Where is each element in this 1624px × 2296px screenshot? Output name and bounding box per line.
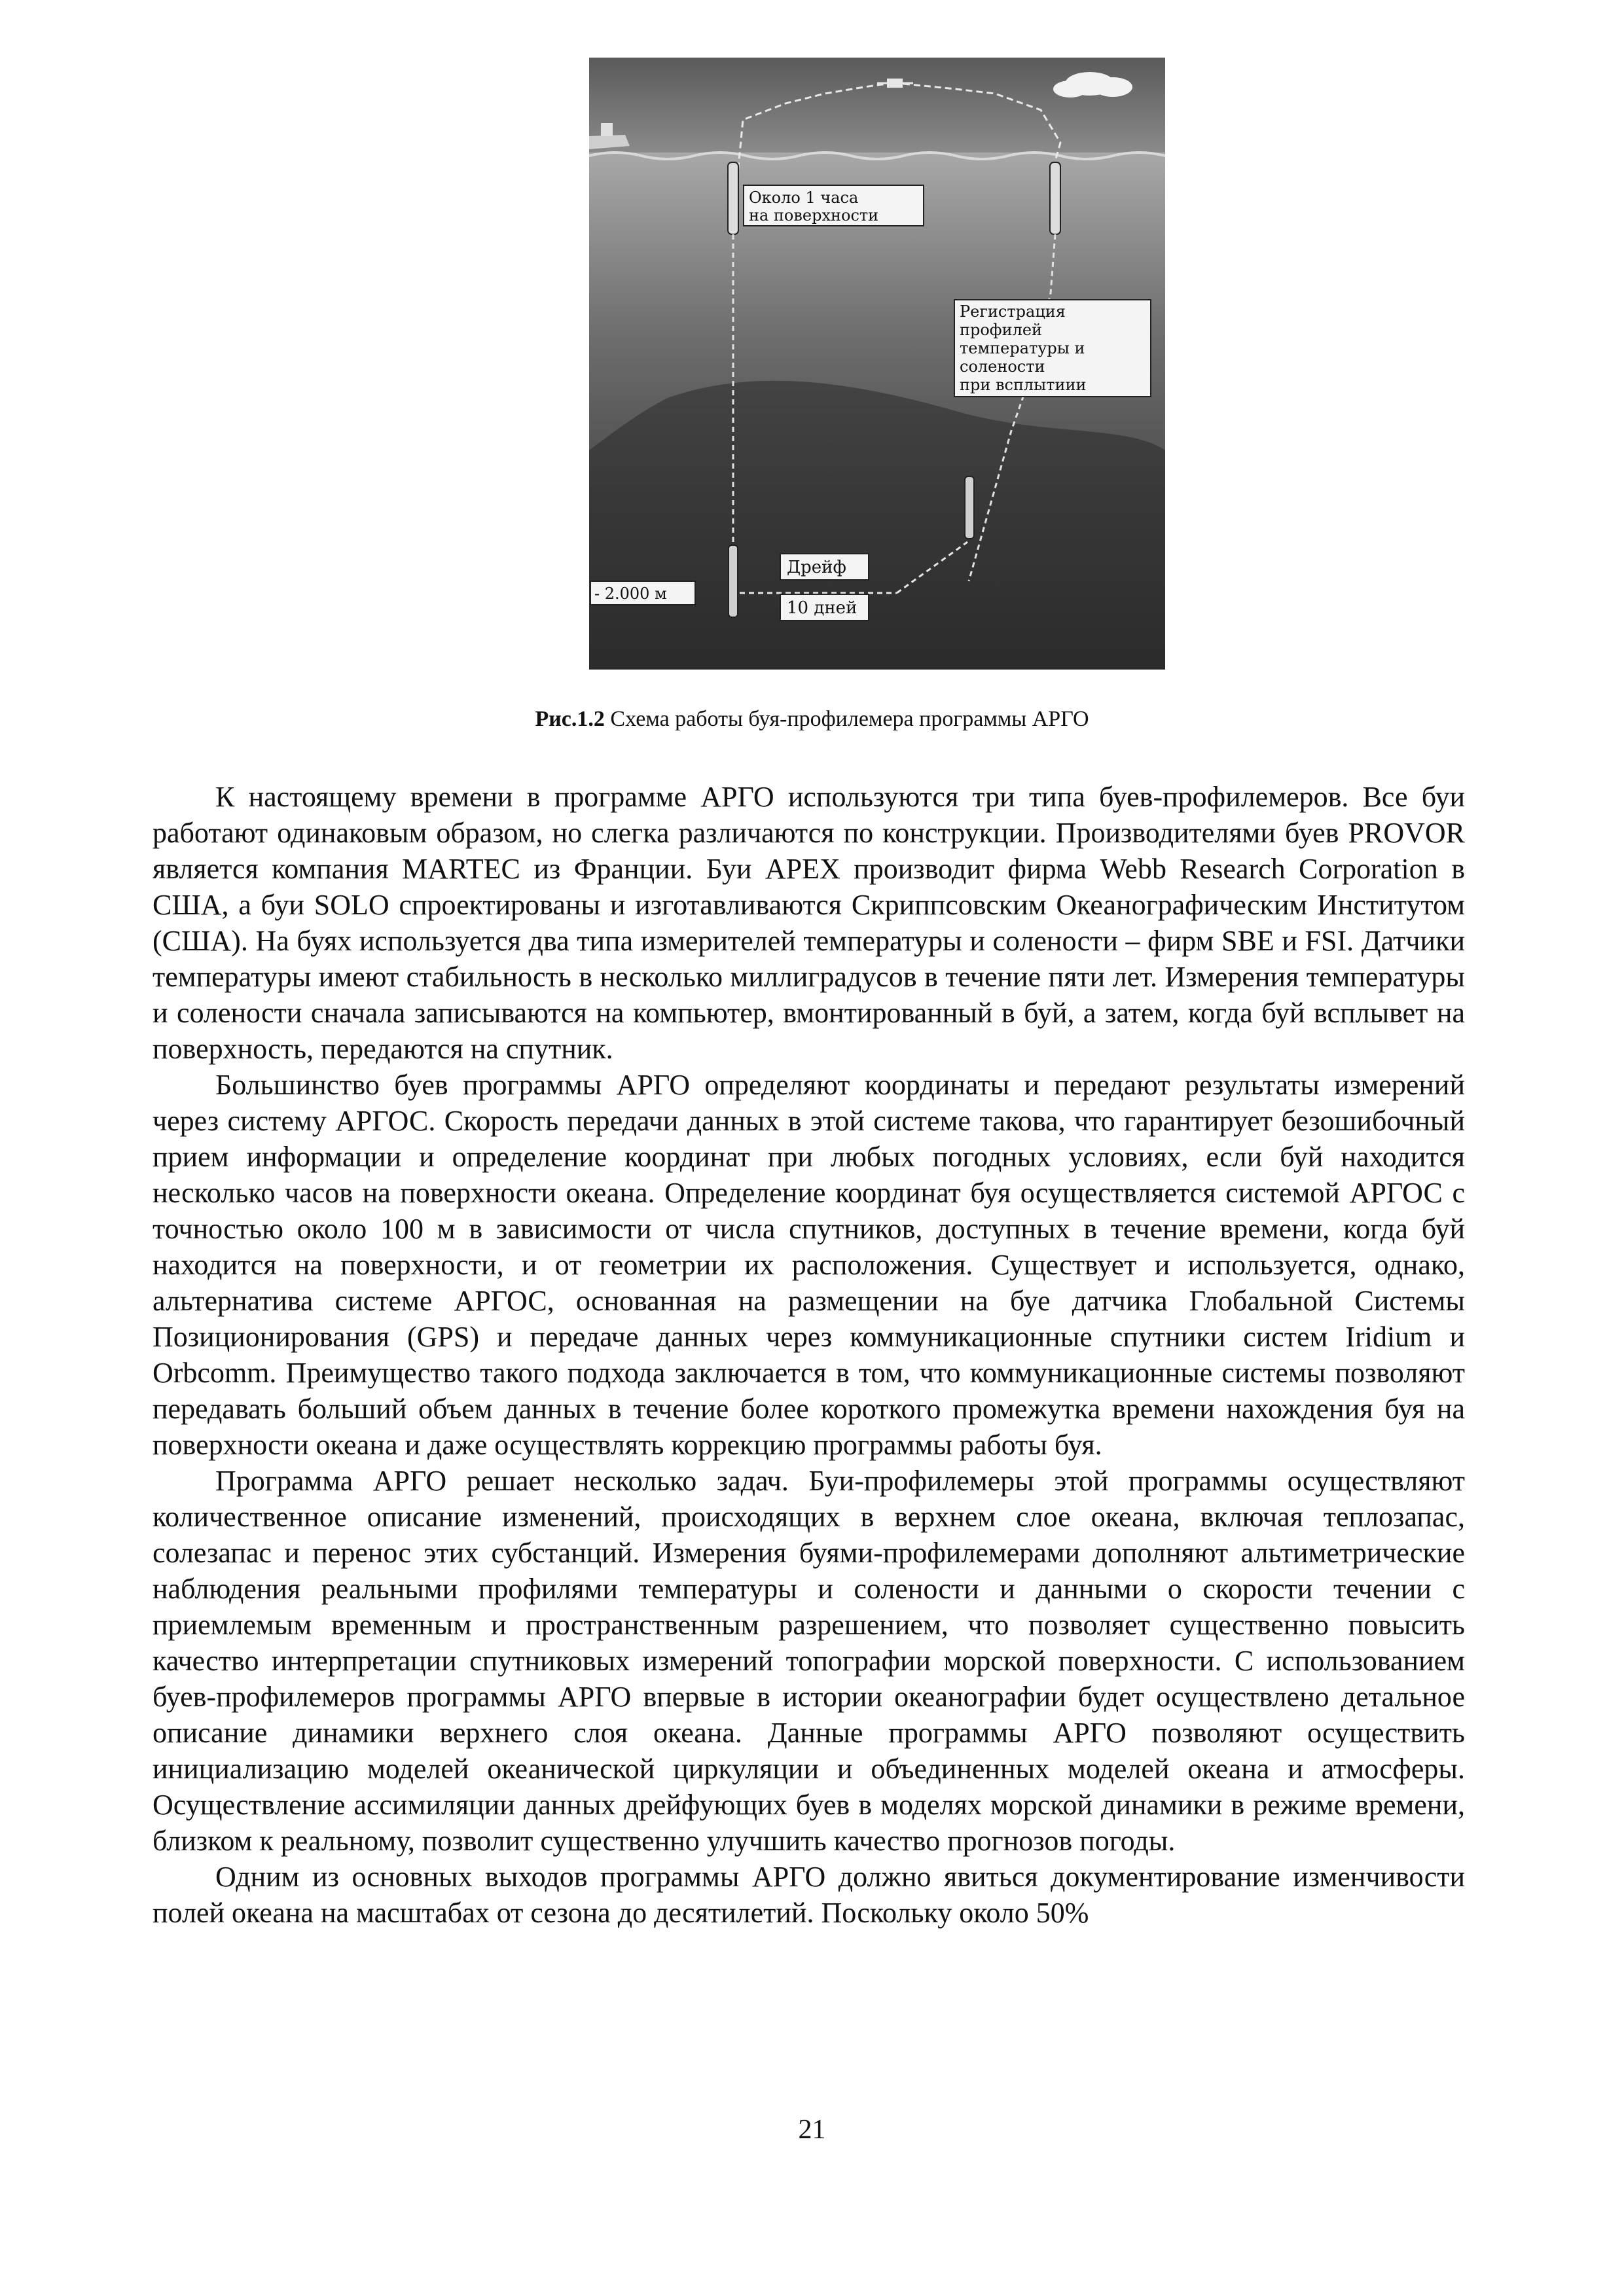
svg-text:солености: солености xyxy=(960,357,1045,376)
svg-text:- 2.000 м: - 2.000 м xyxy=(594,584,667,603)
svg-text:при всплытиии: при всплытиии xyxy=(960,376,1087,394)
page-number: 21 xyxy=(798,2115,826,2145)
paragraph: Большинство буев программы АРГО определяют координаты и передают результаты измерений через систему АРГОС. Скорость передачи данных в этой системе такова, что гарантирует безошибочный прием информации и определение координат при любых погодных условиях, если буй находится несколько часов на поверхности океана. Определение координат буя осуществляется системой АРГОС с точностью около 100 м в зависимости от числа спутников, доступных в течение времени, когда буй находится на поверхности, и от геометрии их расположения. Существует и используется, однако, альтернатива системе АРГОС, основанная на размещении на буе датчика Глобальной Системы Позиционирования (GPS) и передаче данных через коммуникационные спутники систем Iridium и Orbcomm. Преимущество такого подхода заключается в том, что коммуникационные системы позволяют передавать больший объем данных в течение более короткого промежутка времени нахождения буя на поверхности океана и даже осуществлять коррекцию программы работы буя. xyxy=(153,1069,1465,1461)
float-right-surface xyxy=(1050,162,1060,234)
label-drift xyxy=(780,554,869,580)
svg-text:температуры и: температуры и xyxy=(960,339,1085,357)
svg-text:Дрейф: Дрейф xyxy=(787,558,846,577)
argo-float-diagram xyxy=(589,58,1165,670)
svg-text:10 дней: 10 дней xyxy=(787,598,857,618)
svg-text:Регистрация: Регистрация xyxy=(960,302,1066,321)
figure-caption-text: Схема работы буя-профилемера программы АРГО xyxy=(604,707,1089,731)
label-drift-days xyxy=(780,594,869,620)
label-surface-time xyxy=(744,185,924,226)
paragraph: Программа АРГО решает несколько задач. Буи-профилемеры этой программы осуществляют количественное описание изменений, происходящих в верхнем слое океана, включая теплозапас, солезапас и перенос этих субстанций. Измерения буями-профилемерами дополняют альтиметрические наблюдения реальными профилями температуры и солености и данными о скорости течении с приемлемым временным и пространственным разрешением, что позволяет существенно повысить качество интерпретации спутниковых измерений топографии морской поверхности. С использованием буев-профилемеров программы АРГО впервые в истории океанографии будет осуществлено детальное описание динамики верхнего слоя океана. Данные программы АРГО позволяют осуществить инициализацию моделей океанической циркуляции и объединенных моделей океана и атмосферы. Осуществление ассимиляции данных дрейфующих буев в моделях морской динамики в режиме времени, близком к реальному, позволит существенно улучшить качество прогнозов погоды. xyxy=(153,1465,1465,1857)
float-ascending xyxy=(965,476,974,539)
paragraph: К настоящему времени в программе АРГО используются три типа буев-профилемеров. Все буи работают одинаковым образом, но слегка различаются по конструкции. Производителями буев PROVOR является компания MARTEC из Франции. Буи APEX производит фирма Webb Research Corporation в США, а буи SOLO спроектированы и изготавливаются Скриппсовским Океанографическим Институтом (США). На буях используется два типа измерителей температуры и солености – фирм SBE и FSI. Датчики температуры имеют стабильность в несколько миллиградусов в течение пяти лет. Измерения температуры и солености сначала записываются на компьютер, вмонтированный в буй, а затем, когда буй всплывет на поверхность, передаются на спутник. xyxy=(153,781,1465,1065)
label-depth xyxy=(590,581,695,605)
float-left-surface xyxy=(728,162,738,234)
figure-caption xyxy=(0,707,1624,732)
svg-text:профилей: профилей xyxy=(960,321,1043,339)
label-profile-registration xyxy=(954,300,1151,397)
figure-number: Рис.1.2 xyxy=(535,707,605,731)
paragraph: Одним из основных выходов программы АРГО должно явиться документирование изменчивости полей океана на масштабах от сезона до десятилетий. Поскольку около 50% xyxy=(153,1861,1465,1929)
svg-text:Около 1 часа: Около 1 часа xyxy=(749,188,859,207)
ship-cabin xyxy=(601,123,613,136)
body-text xyxy=(153,779,1465,1931)
svg-text:на поверхности: на поверхности xyxy=(749,206,879,224)
sky xyxy=(589,58,1165,152)
float-deep xyxy=(729,545,738,617)
diagram-svg xyxy=(589,58,1165,670)
